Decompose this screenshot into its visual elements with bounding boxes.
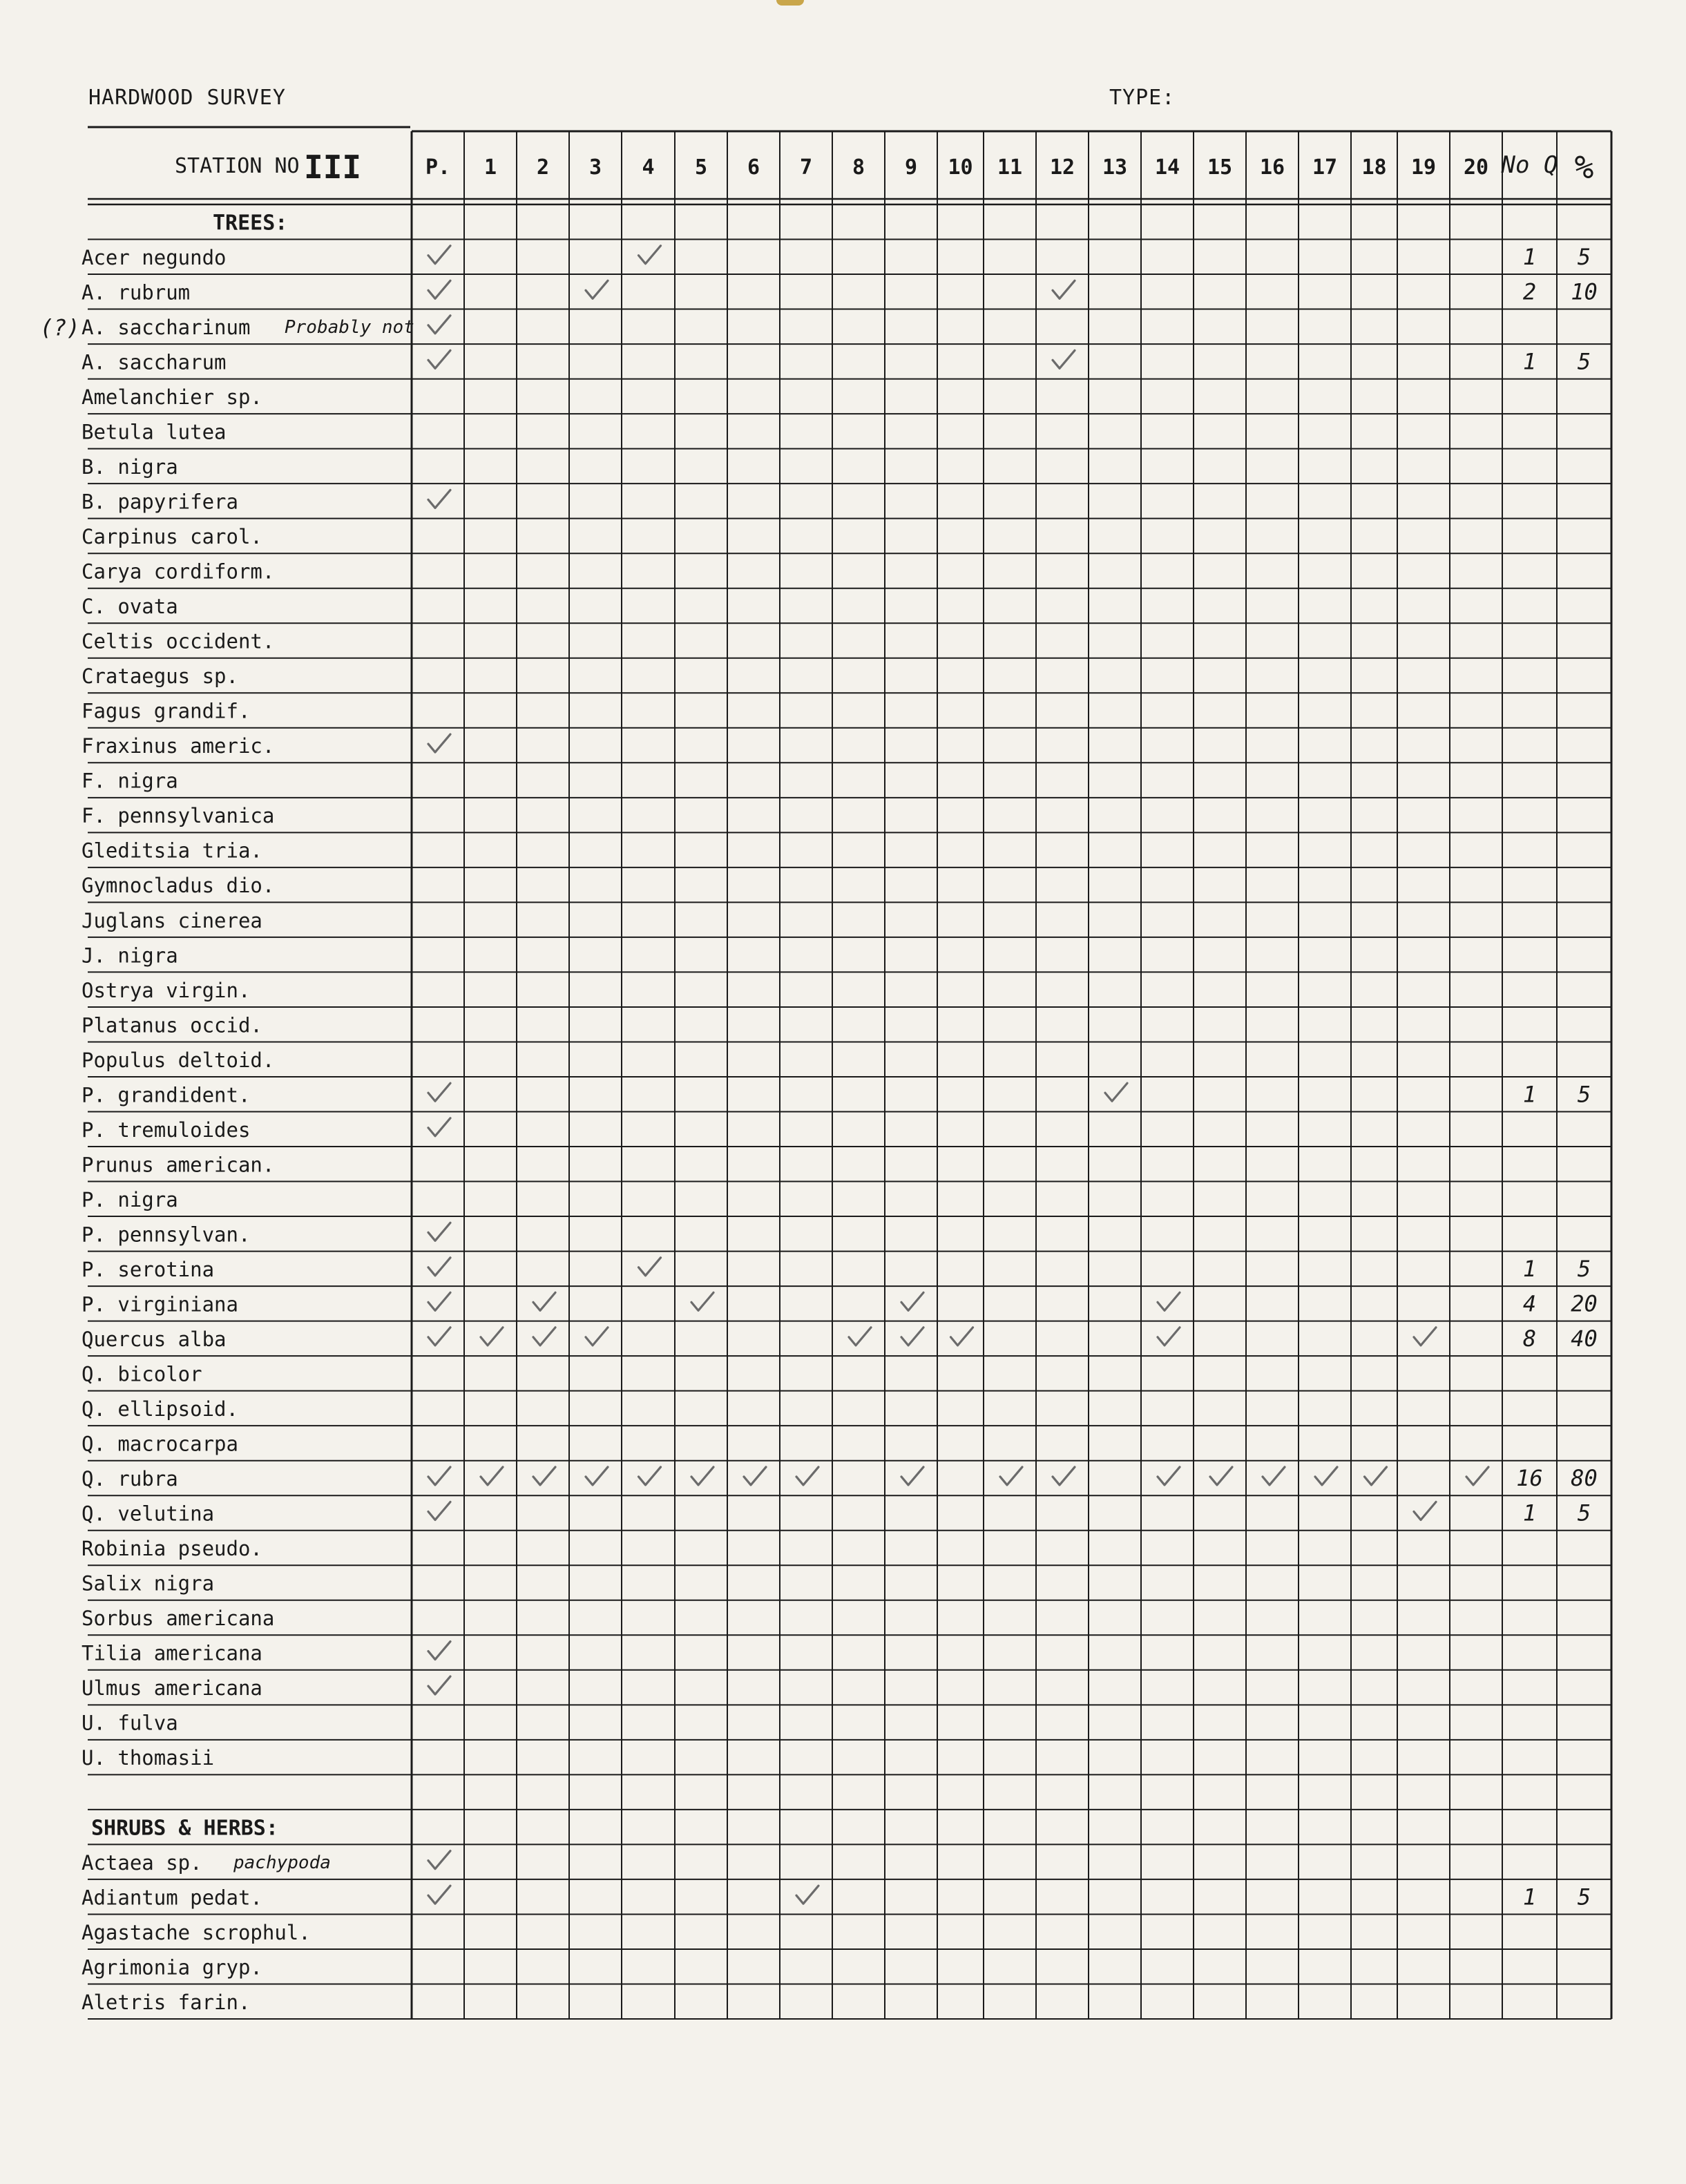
- column-header: 16: [1259, 155, 1285, 180]
- check-mark: [1053, 1467, 1075, 1485]
- station-count: 2: [1522, 278, 1537, 305]
- check-mark: [639, 1467, 661, 1485]
- station-count: 4: [1522, 1290, 1537, 1317]
- species-name: P. nigra: [82, 1187, 178, 1211]
- check-mark: [586, 1467, 608, 1485]
- check-mark: [428, 1258, 450, 1276]
- species-name: Carpinus carol.: [82, 525, 262, 549]
- frequency-percent: 20: [1571, 1290, 1598, 1317]
- species-name: P. virginiana: [82, 1292, 238, 1316]
- page-title: HARDWOOD SURVEY: [88, 86, 286, 110]
- column-header: 20: [1463, 155, 1489, 180]
- count-header: No Q: [1501, 151, 1558, 179]
- check-mark: [533, 1467, 555, 1485]
- check-mark: [481, 1328, 503, 1345]
- column-header: 15: [1207, 155, 1233, 180]
- species-name: U. fulva: [82, 1711, 178, 1735]
- check-mark: [1158, 1328, 1180, 1345]
- species-name: Aletris farin.: [82, 1990, 251, 2014]
- check-mark: [901, 1467, 923, 1485]
- check-mark: [428, 1676, 450, 1694]
- species-name: F. pennsylvanica: [82, 804, 275, 828]
- species-name: A. saccharinum: [82, 315, 251, 339]
- species-name: Q. ellipsoid.: [82, 1397, 238, 1421]
- check-mark: [1315, 1467, 1337, 1485]
- column-header: 18: [1361, 155, 1387, 180]
- column-header: 4: [642, 155, 655, 180]
- species-name: Robinia pseudo.: [82, 1537, 262, 1561]
- check-mark: [796, 1886, 818, 1904]
- species-name: Juglans cinerea: [82, 908, 262, 932]
- check-mark: [1414, 1502, 1436, 1520]
- check-mark: [428, 1083, 450, 1101]
- column-header: P.: [425, 155, 451, 180]
- column-header: 11: [997, 155, 1023, 180]
- station-count: 1: [1522, 348, 1537, 375]
- species-name: Platanus occid.: [82, 1013, 262, 1037]
- species-name: Q. macrocarpa: [82, 1432, 238, 1456]
- station-count: 1: [1522, 1500, 1537, 1526]
- species-name: U. thomasii: [82, 1746, 215, 1770]
- species-name: J. nigra: [82, 943, 178, 968]
- section-heading: TREES:: [213, 211, 288, 236]
- check-mark: [428, 734, 450, 752]
- check-mark: [428, 1467, 450, 1485]
- check-mark: [744, 1467, 766, 1485]
- station-count: 8: [1522, 1325, 1537, 1352]
- species-name: B. papyrifera: [82, 490, 238, 514]
- check-mark: [639, 1258, 661, 1276]
- species-name: P. serotina: [82, 1257, 215, 1281]
- species-name: C. ovata: [82, 595, 178, 619]
- species-name: Quercus alba: [82, 1327, 227, 1351]
- species-name: Adiantum pedat.: [82, 1886, 262, 1910]
- type-label: TYPE:: [1109, 86, 1176, 110]
- column-header: 8: [852, 155, 865, 180]
- station-label: STATION NO: [175, 154, 300, 178]
- species-name: Actaea sp.: [82, 1850, 202, 1875]
- column-header: 3: [588, 155, 602, 180]
- species-name: Salix nigra: [82, 1571, 215, 1596]
- species-name: Ulmus americana: [82, 1676, 262, 1701]
- check-mark: [849, 1328, 871, 1345]
- species-name: Fagus grandif.: [82, 699, 251, 723]
- station-count: 1: [1522, 243, 1537, 270]
- check-mark: [533, 1328, 555, 1345]
- species-name: Gymnocladus dio.: [82, 874, 275, 898]
- station-count: 16: [1516, 1465, 1543, 1492]
- frequency-percent: 5: [1577, 1884, 1591, 1910]
- check-mark: [1053, 280, 1075, 298]
- species-name: Betula lutea: [82, 420, 227, 444]
- check-mark: [1053, 350, 1075, 368]
- frequency-percent: 5: [1577, 1255, 1591, 1282]
- check-mark: [901, 1292, 923, 1310]
- frequency-percent: 40: [1571, 1325, 1598, 1352]
- check-mark: [428, 246, 450, 264]
- frequency-percent: 5: [1577, 1081, 1591, 1108]
- check-mark: [1210, 1467, 1232, 1485]
- column-header: 6: [747, 155, 760, 180]
- check-mark: [796, 1467, 818, 1485]
- species-name: Gleditsia tria.: [82, 839, 262, 863]
- check-mark: [1158, 1292, 1180, 1310]
- column-header: 13: [1102, 155, 1128, 180]
- column-header: 5: [694, 155, 708, 180]
- column-header: 17: [1312, 155, 1338, 180]
- species-name: Q. velutina: [82, 1502, 215, 1526]
- species-name: Carya cordiform.: [82, 559, 275, 584]
- check-mark: [428, 1851, 450, 1869]
- check-mark: [428, 280, 450, 298]
- species-name: Crataegus sp.: [82, 664, 238, 689]
- column-header: 10: [948, 155, 973, 180]
- species-name: B. nigra: [82, 455, 178, 479]
- check-mark: [428, 1328, 450, 1345]
- check-mark: [428, 1886, 450, 1904]
- check-mark: [428, 1292, 450, 1310]
- check-mark: [1000, 1467, 1022, 1485]
- species-name: Q. rubra: [82, 1467, 178, 1491]
- species-name: P. grandident.: [82, 1083, 251, 1107]
- handwritten-note: Probably not: [285, 316, 414, 338]
- column-header: 19: [1410, 155, 1437, 180]
- station-count: 1: [1522, 1255, 1537, 1282]
- check-mark: [1158, 1467, 1180, 1485]
- species-name: A. rubrum: [82, 280, 191, 305]
- column-header: 12: [1049, 155, 1075, 180]
- species-name: F. nigra: [82, 769, 178, 793]
- check-mark: [586, 1328, 608, 1345]
- check-mark: [428, 1118, 450, 1136]
- species-name: Tilia americana: [82, 1641, 262, 1665]
- check-mark: [428, 350, 450, 368]
- percent-header: %: [1574, 149, 1594, 186]
- check-mark: [481, 1467, 503, 1485]
- species-name: Ostrya virgin.: [82, 978, 251, 1002]
- check-mark: [901, 1328, 923, 1345]
- check-mark: [428, 1223, 450, 1241]
- species-name: Amelanchier sp.: [82, 385, 262, 409]
- check-mark: [428, 1502, 450, 1520]
- check-mark: [1466, 1467, 1488, 1485]
- check-mark: [639, 246, 661, 264]
- species-name: Fraxinus americ.: [82, 734, 275, 758]
- station-count: 1: [1522, 1081, 1537, 1108]
- section-heading: SHRUBS & HERBS:: [91, 1816, 278, 1841]
- species-name: Celtis occident.: [82, 629, 275, 653]
- check-mark: [691, 1292, 713, 1310]
- check-mark: [1414, 1328, 1436, 1345]
- margin-annotation: (?): [40, 314, 80, 341]
- check-mark: [428, 1642, 450, 1660]
- species-name: Q. bicolor: [82, 1362, 202, 1386]
- check-mark: [1365, 1467, 1387, 1485]
- check-mark: [1263, 1467, 1285, 1485]
- check-mark: [1105, 1083, 1127, 1101]
- species-name: A. saccharum: [82, 350, 227, 374]
- species-name: Acer negundo: [82, 245, 227, 269]
- station-number: III: [304, 149, 362, 186]
- species-name: P. tremuloides: [82, 1118, 251, 1142]
- station-count: 1: [1522, 1884, 1537, 1910]
- check-mark: [428, 316, 450, 334]
- column-header: 14: [1154, 155, 1180, 180]
- column-header: 7: [799, 155, 813, 180]
- frequency-percent: 5: [1577, 243, 1591, 270]
- species-name: P. pennsylvan.: [82, 1223, 251, 1247]
- column-header: 9: [904, 155, 918, 180]
- frequency-percent: 5: [1577, 348, 1591, 375]
- column-header: 2: [536, 155, 550, 180]
- check-mark: [533, 1292, 555, 1310]
- species-name: Agastache scrophul.: [82, 1920, 311, 1944]
- frequency-percent: 5: [1577, 1500, 1591, 1526]
- species-name: Prunus american.: [82, 1153, 275, 1177]
- species-name: Sorbus americana: [82, 1607, 275, 1631]
- column-header: 1: [483, 155, 497, 180]
- check-mark: [586, 280, 608, 298]
- check-mark: [691, 1467, 713, 1485]
- handwritten-note: pachypoda: [233, 1852, 331, 1873]
- species-name: Agrimonia gryp.: [82, 1955, 262, 1980]
- frequency-percent: 10: [1571, 278, 1598, 305]
- check-mark: [428, 490, 450, 508]
- frequency-percent: 80: [1571, 1465, 1598, 1492]
- species-name: Populus deltoid.: [82, 1048, 275, 1072]
- check-mark: [951, 1328, 973, 1345]
